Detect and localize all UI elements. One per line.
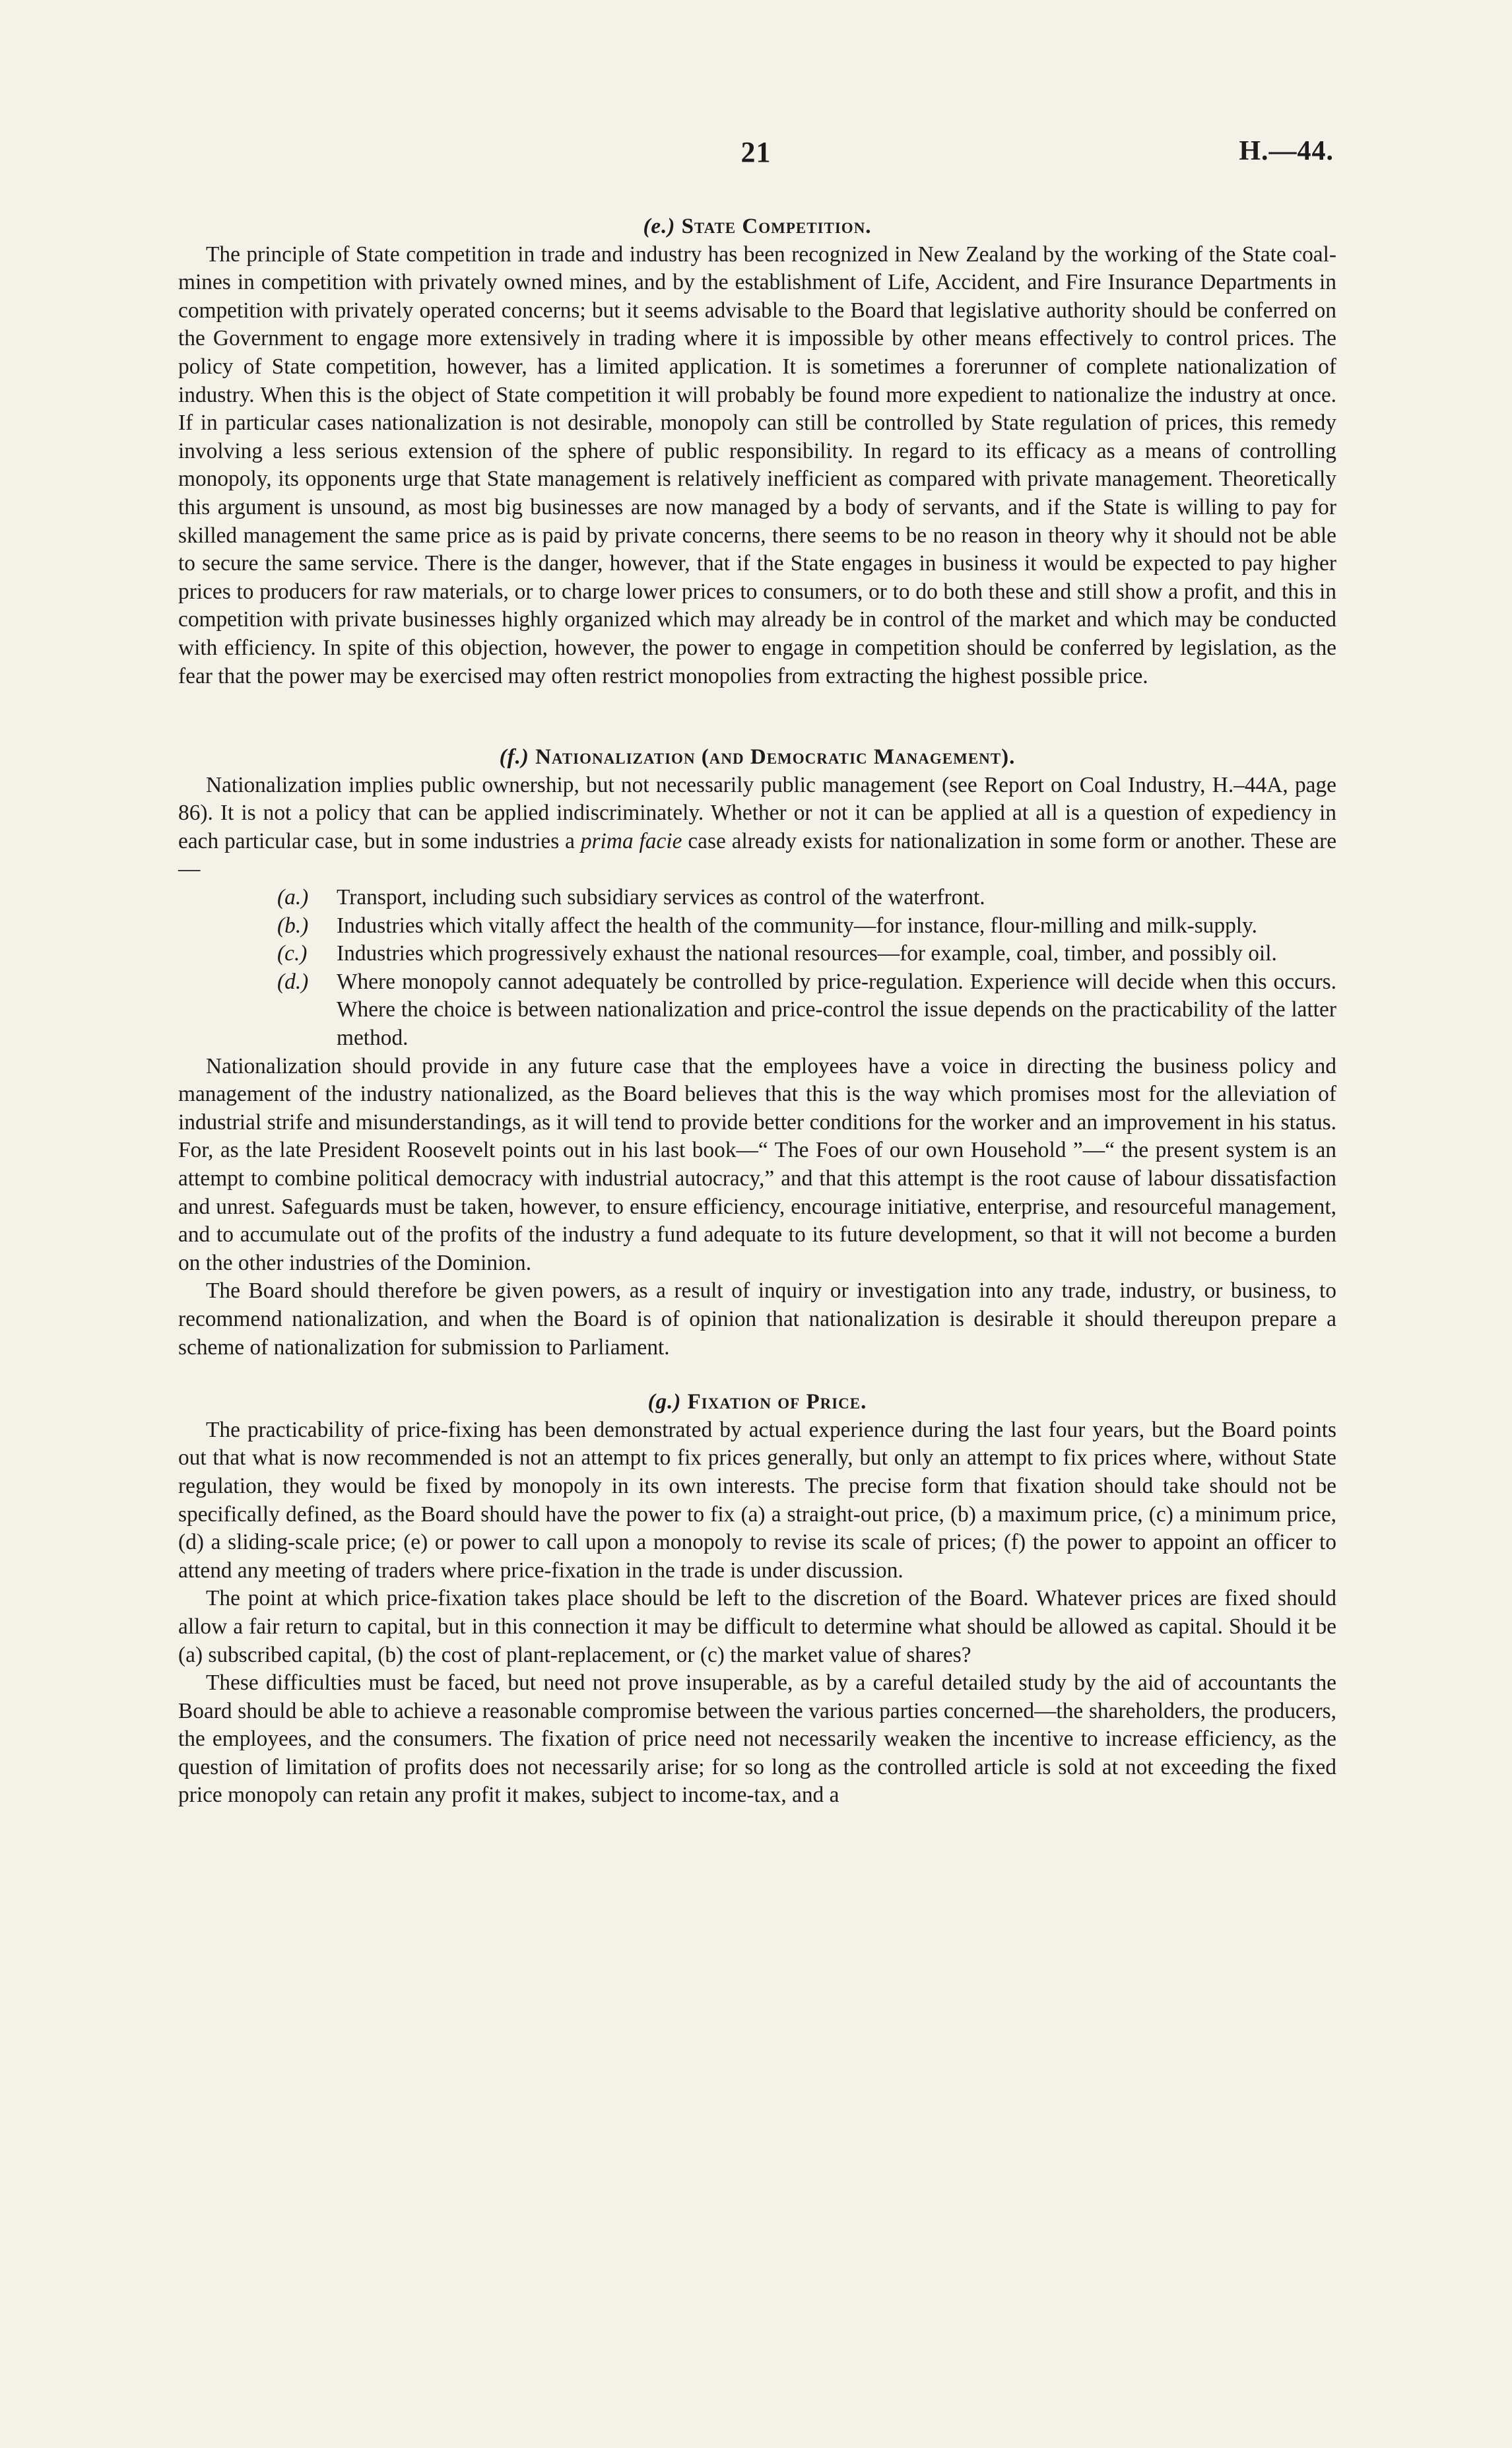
paragraph: The Board should therefore be given powers, as a result of inquiry or investigation into any trade, industry, or business, to recommend nationalization, and when the Board is of opinion that nationalization is desirable it should thereupon prepare a scheme of nationalization for submission to Parliament. bbox=[178, 1278, 1336, 1360]
paragraph: The principle of State competition in trade and industry has been recognized in New Zealand by the working of the State coal-mines in competition with privately owned mines, and by the establishment of Life, Accident, and Fire Insurance Departments in competition with privately operated concerns; but it seems advisable to the Board that legislative authority should be conferred on the Government to engage more extensively in trading where it is impossible by other means effectively to control prices. The policy of State competition, however, has a limited application. It is sometimes a forerunner of complete nationalization of industry. When this is the object of State competition it will probably be found more expedient to nationalize the industry at once. If in particular cases nationalization is not desirable, monopoly can still be controlled by State regulation of prices, this remedy involving a less serious extension of the sphere of public responsibility. In regard to its efficacy as a means of controlling monopoly, its opponents urge that State management is relatively inefficient as compared with private management. Theoretically this argument is unsound, as most big businesses are now managed by a body of servants, and if the State is willing to pay for skilled management the same price as is paid by private concerns, there seems to be no reason in theory why it should not be able to secure the same service. There is the danger, however, that if the State engages in business it would be expected to pay higher prices to producers for raw materials, or to charge lower prices to consumers, or to do both these and still show a profit, and this in competition with private businesses highly organized which may already be in control of the market and which may be conducted with efficiency. In spite of this objection, however, the power to engage in competition should be conferred by legislation, as the fear that the power may be exercised may often restrict monopolies from extracting the highest possible price. bbox=[178, 242, 1336, 688]
list-item-text: Industries which progressively exhaust the national resources—for example, coal, timber, and possibly oil. bbox=[337, 941, 1277, 966]
section-letter: (e.) bbox=[643, 215, 676, 238]
intro-italic-text: prima facie bbox=[580, 828, 682, 853]
intro-text: Nationalization implies public ownership, but not necessarily public management (see Report on Coal Industry, H.–44A, page 86). It is not a policy that can be applied indiscriminately. Whether or not it can be applied at all is a question of expediency in each particular case, but in some industries a bbox=[178, 772, 1336, 853]
page-number: 21 bbox=[740, 136, 772, 168]
section-fixation-of-price bbox=[178, 1388, 1336, 1810]
section-state-competition bbox=[178, 213, 1336, 690]
section-heading bbox=[178, 743, 1336, 772]
paragraph: These difficulties must be faced, but need not prove insuperable, as by a careful detailed study by the aid of accountants the Board should be able to achieve a reasonable compromise between the various parties concerned—the shareholders, the producers, the employees, and the consumers. The fixation of price need not necessarily weaken the incentive to increase efficiency, as the question of limitation of profits does not necessarily arise; for so long as the controlled article is sold at not exceeding the fixed price monopoly can retain any profit it makes, subject to income-tax, and a bbox=[178, 1671, 1336, 1808]
document-reference: H.—44. bbox=[1239, 136, 1334, 166]
list-item-label: (d.) bbox=[277, 969, 309, 994]
list-item-label: (a.) bbox=[277, 885, 309, 910]
list-item-text: Where monopoly cannot adequately be controlled by price-regulation. Experience will decide when this occurs. Where the choice is between nationalization and price-control the issue depends on the practicability of the latter method. bbox=[337, 969, 1336, 1051]
section-heading bbox=[178, 1388, 1336, 1416]
section-title-text: Nationalization (and Democratic Management). bbox=[535, 745, 1016, 770]
intro-text-end: case already exists for nationalization in some form or another. These are— bbox=[178, 828, 1337, 882]
section-title-text: Fixation of Price. bbox=[687, 1390, 867, 1414]
section-heading bbox=[178, 213, 1336, 241]
list-item bbox=[277, 884, 1336, 912]
section-nationalization bbox=[178, 743, 1336, 1362]
section-title-text: State Competition. bbox=[681, 215, 872, 238]
paragraph: The practicability of price-fixing has been demonstrated by actual experience during the last four years, but the Board points out that what is now recommended is not an attempt to fix prices generally, but only an attempt to fix prices where, without State regulation, they would be fixed by monopoly in its own interests. The precise form that fixation should take should not be specifically defined, as the Board should have the power to fix (a) a straight-out price, (b) a maximum price, (c) a minimum price, (d) a sliding-scale price; (e) or power to call upon a monopoly to revise its scale of prices; (f) the power to appoint an officer to attend any meeting of traders where price-fixation in the trade is under discussion. bbox=[178, 1417, 1336, 1583]
list-item-text: Transport, including such subsidiary services as control of the waterfront. bbox=[337, 885, 985, 910]
list-item-label: (c.) bbox=[277, 941, 308, 966]
list-item bbox=[277, 968, 1336, 1053]
list-item-label: (b.) bbox=[277, 913, 309, 938]
paragraph bbox=[178, 772, 1336, 884]
list-item-text: Industries which vitally affect the health of the community—for instance, flour-milling and milk-supply. bbox=[337, 913, 1257, 938]
page-header bbox=[178, 135, 1334, 175]
list-item bbox=[277, 940, 1336, 968]
page-content bbox=[178, 213, 1336, 1810]
paragraph: The point at which price-fixation takes place should be left to the discretion of the Board. Whatever prices are fixed should allow a fair return to capital, but in this connection it may be difficult to determine what should be allowed as capital. Should it be (a) subscribed capital, (b) the cost of plant-replacement, or (c) the market value of shares? bbox=[178, 1586, 1336, 1667]
paragraph: Nationalization should provide in any future case that the employees have a voice in directing the business policy and management of the industry nationalized, as the Board believes that this is the way which promises most for the alleviation of industrial strife and misunderstandings, as it will tend to provide better conditions for the worker and an improvement in his status. For, as the late President Roosevelt points out in his last book—“ The Foes of our own Household ”—“ the present system is an attempt to combine political democracy with industrial autocracy,” and that this attempt is the root cause of labour dissatisfaction and unrest. Safeguards must be taken, however, to ensure efficiency, encourage initiative, enterprise, and resourceful management, and to accumulate out of the profits of the industry a fund adequate to its future development, so that it will not become a burden on the other industries of the Dominion. bbox=[178, 1053, 1336, 1275]
list-item bbox=[277, 912, 1336, 941]
section-letter: (g.) bbox=[647, 1390, 682, 1414]
industry-list bbox=[178, 884, 1336, 1053]
section-letter: (f.) bbox=[499, 745, 529, 770]
